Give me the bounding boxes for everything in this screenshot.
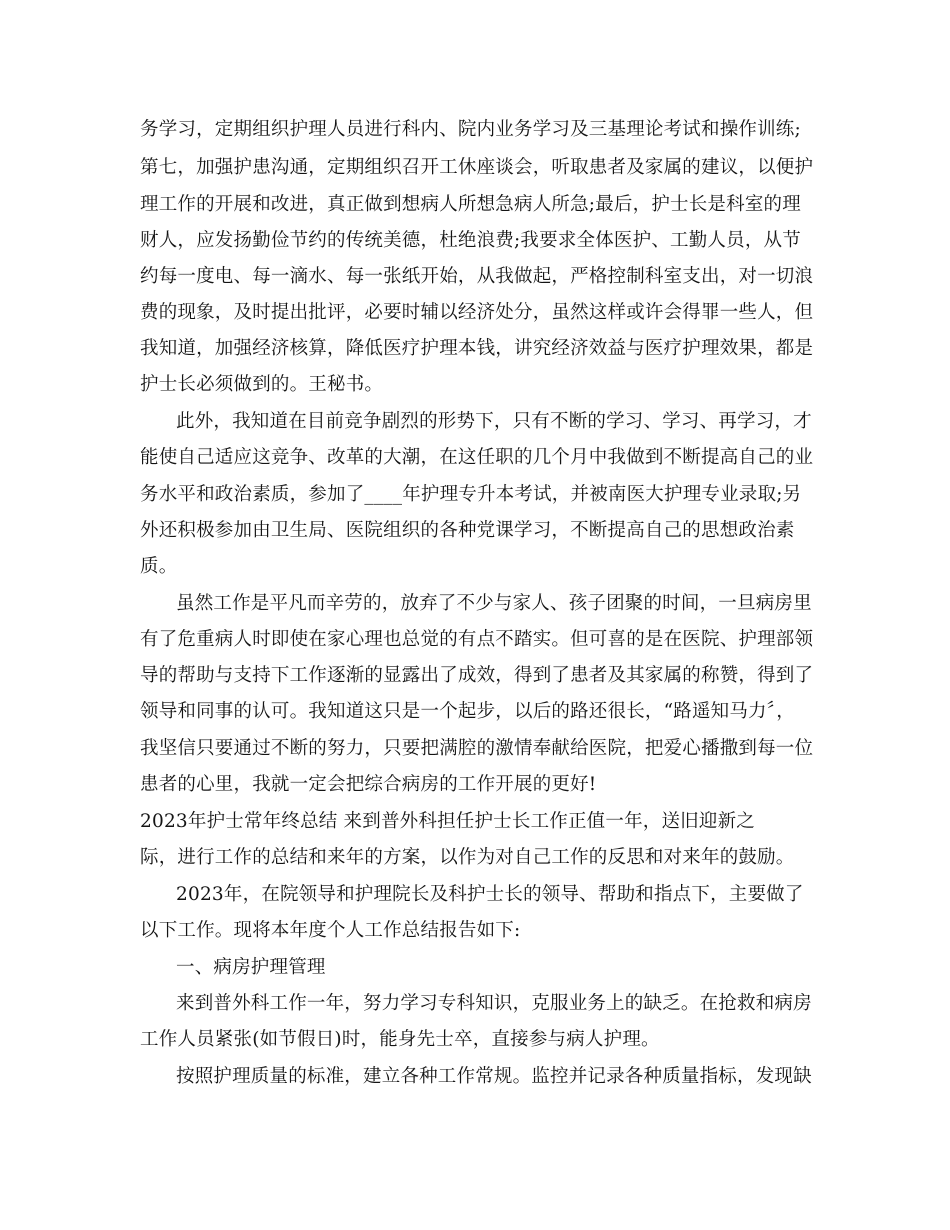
text-line: 约每一度电、每一滴水、每一张纸开始，从我做起，严格控制科室支出，对一切浪 bbox=[140, 266, 814, 287]
paragraph-first-line: 2023年，在院领导和护理院长及科护士长的领导、帮助和指点下，主要做了 bbox=[176, 884, 804, 905]
section-heading: 一、病房护理管理 bbox=[176, 957, 326, 978]
text-line: 外还积极参加由卫生局、医院组织的各种党课学习，不断提高自己的思想政治素 bbox=[140, 520, 795, 541]
text-line: 导的帮助与支持下工作逐渐的显露出了成效，得到了患者及其家属的称赞，得到了 bbox=[140, 665, 814, 686]
text-line: 我坚信只要通过不断的努力，只要把满腔的激情奉献给医院，把爱心播撒到每一位 bbox=[140, 738, 814, 759]
text-line: 患者的心里，我就一定会把综合病房的工作开展的更好! bbox=[140, 774, 597, 795]
text-line: 第七，加强护患沟通，定期组织召开工休座谈会，听取患者及家属的建议，以便护 bbox=[140, 157, 814, 178]
text-line: 际，进行工作的总结和来年的方案，以作为对自己工作的反思和对来年的鼓励。 bbox=[140, 847, 795, 868]
text-line: 务学习，定期组织护理人员进行科内、院内业务学习及三基理论考试和操作训练; bbox=[140, 119, 801, 140]
paragraph-first-line: 此外，我知道在目前竞争剧烈的形势下，只有不断的学习、学习、再学习，才 bbox=[176, 411, 812, 432]
paragraph-first-line: 按照护理质量的标准，建立各种工作常规。监控并记录各种质量指标，发现缺 bbox=[176, 1066, 812, 1087]
text-line: 质。 bbox=[140, 556, 178, 577]
text-line: 以下工作。现将本年度个人工作总结报告如下: bbox=[140, 920, 521, 941]
paragraph-first-line: 虽然工作是平凡而辛劳的，放弃了不少与家人、孩子团聚的时间，一旦病房里 bbox=[176, 593, 812, 614]
text-line: 领导和同事的认可。我知道这只是一个起步，以后的路还很长，“路遥知马力〞， bbox=[140, 701, 795, 722]
paragraph-first-line: 来到普外科工作一年，努力学习专科知识，克服业务上的缺乏。在抢救和病房 bbox=[176, 993, 812, 1014]
text-line: 财人，应发扬勤俭节约的传统美德，杜绝浪费;我要求全体医护、工勤人员，从节 bbox=[140, 230, 801, 251]
text-line: 费的现象，及时提出批评，必要时辅以经济处分，虽然这样或许会得罪一些人，但 bbox=[140, 302, 814, 323]
text-line: 务水平和政治素质，参加了____年护理专升本考试，并被南医大护理专业录取;另 bbox=[140, 484, 802, 505]
text-line: 有了危重病人时即使在家心理也总觉的有点不踏实。但可喜的是在医院、护理部领 bbox=[140, 629, 814, 650]
section-title-line: 2023年护士常年终总结 来到普外科担任护士长工作正值一年，送旧迎新之 bbox=[140, 811, 755, 832]
text-line: 工作人员紧张(如节假日)时，能身先士卒，直接参与病人护理。 bbox=[140, 1029, 660, 1050]
text-line: 我知道，加强经济核算，降低医疗护理本钱，讲究经济效益与医疗护理效果，都是 bbox=[140, 338, 814, 359]
text-line: 护士长必须做到的。王秘书。 bbox=[140, 374, 384, 395]
text-line: 能使自己适应这竞争、改革的大潮，在这任职的几个月中我做到不断提高自己的业 bbox=[140, 447, 814, 468]
text-line: 理工作的开展和改进，真正做到想病人所想急病人所急;最后，护士长是科室的理 bbox=[140, 194, 801, 215]
